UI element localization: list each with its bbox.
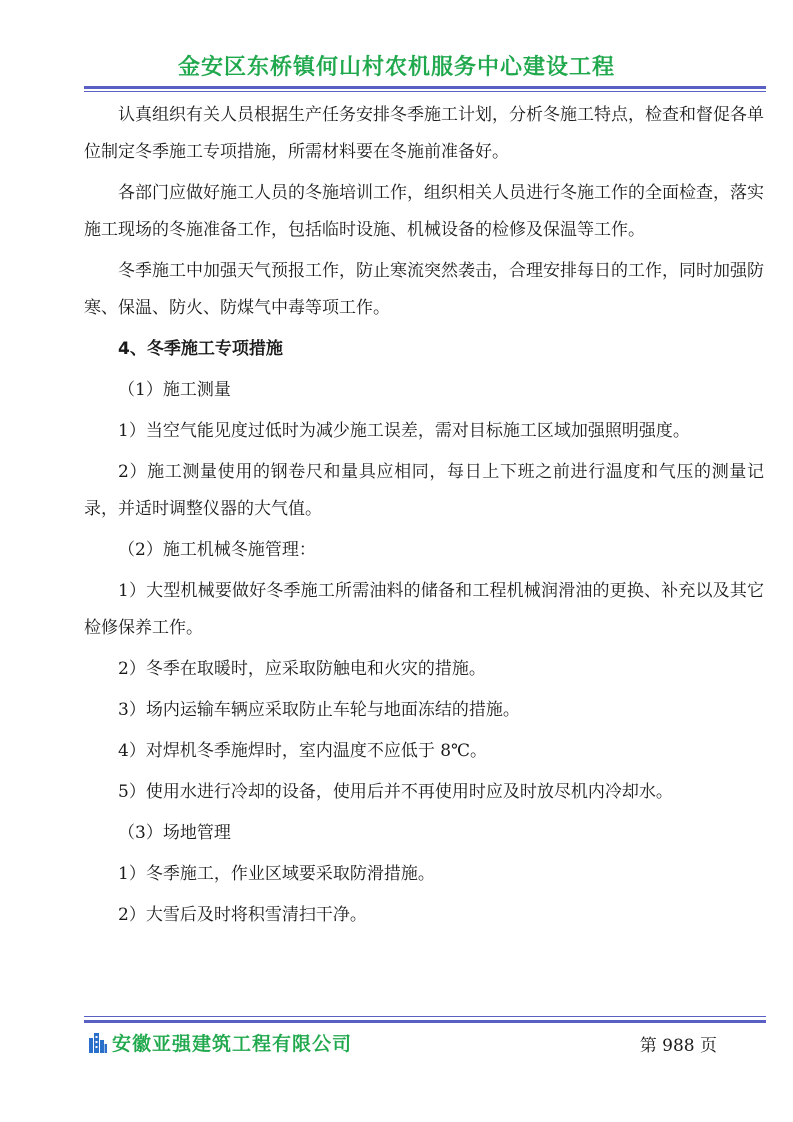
page-title: 金安区东桥镇何山村农机服务中心建设工程: [177, 55, 615, 80]
footer-rule-thin: [84, 1016, 766, 1017]
subsection-heading: （1）施工测量: [118, 380, 231, 400]
building-logo-icon: [88, 1030, 108, 1054]
list-item: 1）当空气能见度过低时为减少施工误差，需对目标施工区域加强照明强度。: [118, 421, 690, 441]
subsection-heading: （3）场地管理: [118, 823, 231, 843]
company-name: 安徽亚强建筑工程有限公司: [112, 1033, 353, 1055]
page-number: 第 988 页: [639, 1036, 717, 1056]
subsection-heading: （2）施工机械冬施管理：: [118, 540, 316, 560]
footer-rule-thick: [84, 1020, 766, 1023]
list-item: 3）场内运输车辆应采取防止车轮与地面冻结的措施。: [118, 700, 520, 720]
paragraph: 冬季施工中加强天气预报工作，防止寒流突然袭击，合理安排每日的工作，同时加强防寒、保温、防火、防煤气中毒等项工作。: [84, 261, 764, 318]
document-body: [84, 97, 764, 934]
section-heading: 4、冬季施工专项措施: [118, 339, 283, 359]
paragraph: 认真组织有关人员根据生产任务安排冬季施工计划，分析冬施工特点，检查和督促各单位制定冬季施工专项措施，所需材料要在冬施前准备好。: [84, 105, 764, 162]
list-item: 2）大雪后及时将积雪清扫干净。: [118, 905, 367, 925]
list-item: 2）施工测量使用的钢卷尺和量具应相同，每日上下班之前进行温度和气压的测量记录，并适时调整仪器的大气值。: [84, 462, 764, 519]
list-item: 4）对焊机冬季施焊时，室内温度不应低于 8℃。: [118, 741, 488, 761]
paragraph: 各部门应做好施工人员的冬施培训工作，组织相关人员进行冬施工作的全面检查，落实施工现场的冬施准备工作，包括临时设施、机械设备的检修及保温等工作。: [84, 183, 764, 240]
header-rule-thick: [84, 86, 766, 89]
list-item: 5）使用水进行冷却的设备，使用后并不再使用时应及时放尽机内冷却水。: [118, 782, 673, 802]
header-rule-thin: [84, 91, 766, 92]
list-item: 1）大型机械要做好冬季施工所需油料的储备和工程机械润滑油的更换、补充以及其它检修保养工作。: [84, 581, 764, 638]
list-item: 1）冬季施工，作业区域要采取防滑措施。: [118, 864, 435, 884]
list-item: 2）冬季在取暖时，应采取防触电和火灾的措施。: [118, 659, 486, 679]
